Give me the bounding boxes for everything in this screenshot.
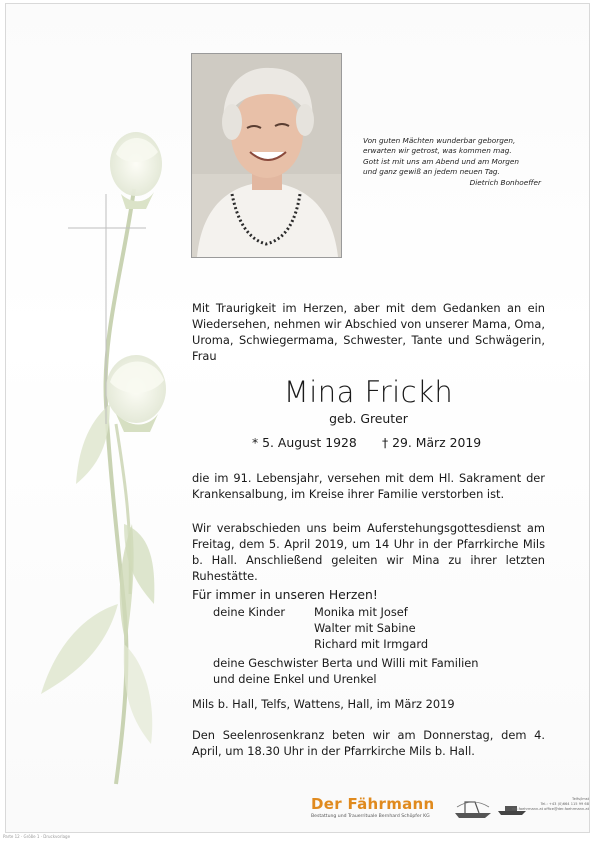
child-entry: Walter mit Sabine [314,621,416,635]
quote-line: erwarten wir getrost, was kommen mag. [363,146,512,156]
birth-date: * 5. August 1928 [252,435,357,450]
rose-cross-decoration [6,4,186,833]
funeral-text: Wir verabschieden uns beim Auferstehungsgottesdienst am Freitag, dem 5. April 2019, um 14 Uhr in der Pfarrkirche Mils b. Hall. Anschließend geleiten wir Mina zu ihrer letzten Ruhestätte. [192,521,545,583]
funeral-home-footer [311,795,590,829]
quote-line: Von guten Mächten wunderbar geborgen, [363,136,516,145]
brand-subtitle: Bestattung und Trauerrituale Bernhard Schöpfer KG [311,814,430,819]
quote-line: Gott ist mit uns am Abend und am Morgen [363,156,520,166]
portrait-image [192,54,341,257]
intro-text: Mit Traurigkeit im Herzen, aber mit dem Gedanken an ein Wiedersehen, nehmen wir Abschied von unserer Mama, Oma, Uroma, Schwiegermama, Schwester, Tante und Schwägerin, Frau [192,301,545,363]
contact-line: Telfs/Imst [572,797,589,801]
children-label: deine Kinder [213,605,286,619]
place-date: Mils b. Hall, Telfs, Wattens, Hall, im März 2019 [192,697,455,711]
mourners-heading: Für immer in unseren Herzen! [192,587,378,602]
brand-logo-text: Der Fährmann [311,795,435,813]
contact-line: Tel.: +43 (0)664 115 99 68 [540,802,589,806]
child-entry: Monika mit Josef [314,605,408,619]
ferry-boat-icon [453,797,493,819]
death-date: † 29. März 2019 [382,435,482,450]
bonhoeffer-quote [363,136,541,188]
print-fineprint: Parte 12 · Größe 1 · Druckvorlage [3,834,71,839]
obituary-page [5,3,590,833]
passing-text: die im 91. Lebensjahr, versehen mit dem Hl. Sakrament der Krankensalbung, im Kreise ihrer Familie verstorben ist. [192,471,545,501]
siblings-entry: deine Geschwister Berta und Willi mit Familien [213,656,479,670]
grandchildren-entry: und deine Enkel und Urenkel [213,672,377,686]
quote-line: und ganz gewiß an jedem neuen Tag. [363,167,500,177]
maiden-name: geb. Greuter [329,411,408,426]
deceased-name: Mina Frickh [283,375,454,409]
contact-info [511,797,589,812]
portrait-photo [191,53,342,258]
rosary-text: Den Seelenrosenkranz beten wir am Donnerstag, dem 4. April, um 18.30 Uhr in der Pfarrkirche Mils b. Hall. [192,728,545,758]
contact-line: der-faehrmann.at office@der-faehrmann.at [511,807,589,811]
quote-author: Dietrich Bonhoeffer [469,177,541,187]
child-entry: Richard mit Irmgard [314,637,429,651]
